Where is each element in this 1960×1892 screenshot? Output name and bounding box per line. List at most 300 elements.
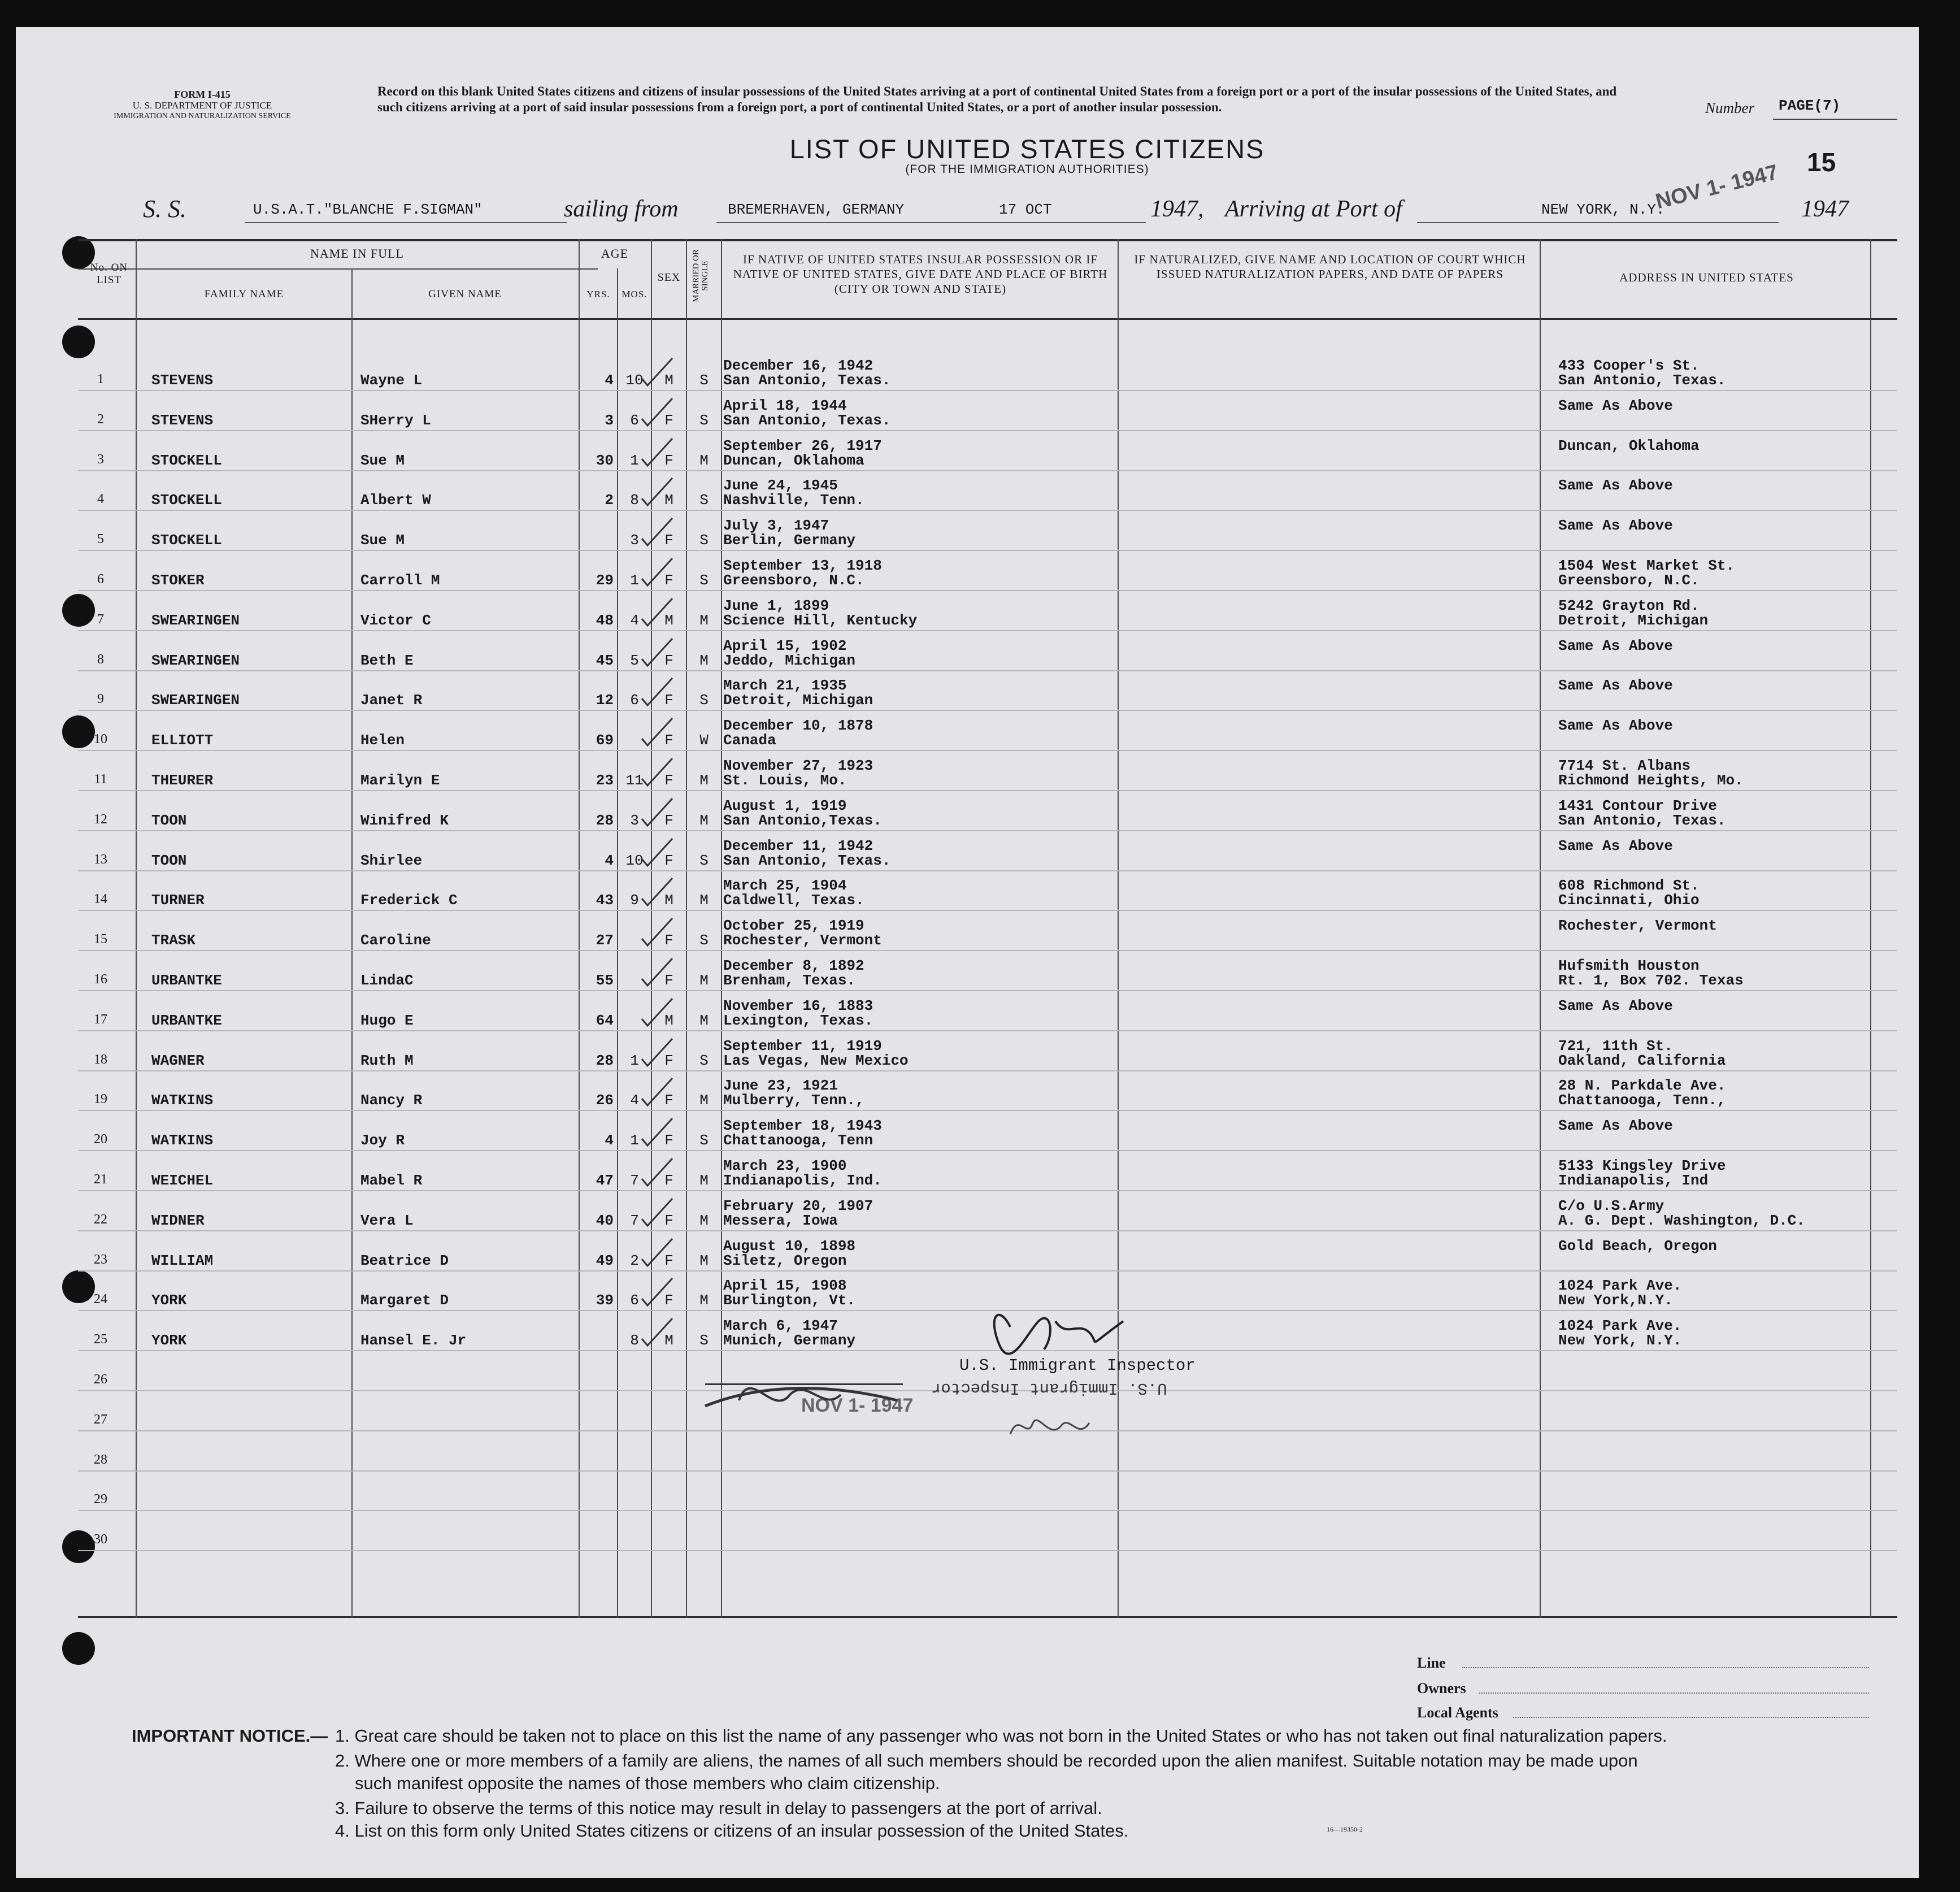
given-name: Caroline (360, 932, 431, 949)
address-line-1: Duncan, Oklahoma (1558, 437, 1700, 454)
birth-date: December 16, 1942 (723, 357, 873, 374)
birth-date: June 24, 1945 (723, 477, 838, 494)
address-line-2: San Antonio, Texas. (1558, 372, 1726, 389)
check-mark (637, 395, 677, 429)
sex: M (664, 492, 673, 509)
check-mark (637, 1035, 677, 1069)
address-line-2: San Antonio, Texas. (1558, 812, 1726, 829)
given-name: Beth E (360, 652, 414, 669)
marital-status: M (699, 812, 709, 829)
line-label: Line (1417, 1655, 1446, 1671)
form-subtitle: (FOR THE IMMIGRATION AUTHORITIES) (905, 163, 1149, 176)
arrival-year: 1947 (1801, 196, 1849, 222)
birth-place: Rochester, Vermont (723, 932, 882, 949)
age-months: 10 (625, 852, 644, 869)
marital-status: M (699, 652, 709, 669)
marital-status: S (699, 1052, 709, 1069)
owners-label: Owners (1417, 1680, 1466, 1696)
sex: F (664, 1172, 673, 1189)
age-years: 55 (596, 972, 614, 989)
given-name: Hansel E. Jr (360, 1332, 467, 1349)
given-name: Mabel R (360, 1172, 423, 1189)
row-number: 16 (94, 972, 107, 987)
check-mark (637, 1235, 677, 1269)
birth-place: Jeddo, Michigan (723, 652, 856, 669)
departure-port: BREMERHAVEN, GERMANY (728, 201, 905, 218)
marital-status: W (699, 732, 709, 749)
check-mark (637, 995, 677, 1029)
row-rule (78, 1510, 1897, 1511)
birth-date: March 25, 1904 (723, 877, 847, 895)
row-rule (78, 390, 1897, 391)
given-name: Winifred K (360, 812, 449, 829)
birth-date: September 11, 1919 (723, 1037, 882, 1055)
notice-item-3: 3. Failure to observe the terms of this notice may result in delay to passengers at the port of arrival. (335, 1798, 1102, 1818)
address-line-1: Same As Above (1558, 677, 1673, 695)
check-mark (637, 355, 677, 389)
row-number: 28 (94, 1452, 107, 1467)
marital-status: M (699, 772, 709, 789)
given-name: Helen (360, 732, 405, 749)
age-years: 12 (596, 692, 614, 709)
col-divider (136, 239, 137, 1618)
marital-status: M (699, 892, 709, 909)
given-name: Hugo E (360, 1012, 414, 1029)
sex: F (664, 1212, 673, 1229)
address-line-1: Hufsmith Houston (1558, 957, 1700, 974)
birth-place: Chattanooga, Tenn (723, 1132, 873, 1149)
family-name: STOCKELL (151, 452, 222, 469)
sex: F (664, 411, 673, 429)
col-divider (686, 239, 687, 1618)
address-line-2: Chattanooga, Tenn., (1558, 1092, 1726, 1109)
marital-status: S (699, 932, 709, 949)
check-mark (637, 1115, 677, 1149)
row-rule (78, 1470, 1897, 1472)
birth-place: Duncan, Oklahoma (723, 452, 864, 469)
birth-date: July 3, 1947 (723, 517, 829, 535)
row-number: 12 (94, 812, 107, 827)
notice-item-1: 1. Great care should be taken not to place on this list the name of any passenger who was not born in the United States or who has not taken out final naturalization papers. (335, 1726, 1667, 1746)
sex: F (664, 1052, 673, 1069)
birth-date: March 21, 1935 (723, 677, 847, 695)
check-mark (637, 875, 677, 909)
marital-status: S (699, 411, 709, 429)
family-name: SWEARINGEN (151, 611, 240, 629)
sex: F (664, 932, 673, 949)
check-mark (637, 795, 677, 829)
family-name: TRASK (151, 932, 196, 949)
row-rule (78, 1190, 1897, 1191)
birth-place: St. Louis, Mo. (723, 772, 847, 789)
birth-date: June 23, 1921 (723, 1077, 838, 1095)
address-line-1: 5133 Kingsley Drive (1558, 1157, 1726, 1174)
row-number: 3 (97, 452, 104, 467)
family-name: TURNER (151, 892, 205, 909)
family-name: STOCKELL (151, 532, 222, 549)
age-years: 48 (596, 611, 614, 629)
marital-status: S (699, 532, 709, 549)
age-years: 45 (596, 652, 614, 669)
age-years: 43 (596, 892, 614, 909)
given-name: Frederick C (360, 892, 458, 909)
address-line-1: Same As Above (1558, 717, 1673, 735)
age-months: 11 (625, 772, 644, 789)
age-years: 39 (596, 1292, 614, 1309)
row-rule (78, 790, 1897, 791)
page-number-underline (1773, 119, 1897, 120)
address-line-1: C/o U.S.Army (1558, 1197, 1665, 1214)
age-months: 10 (625, 372, 644, 389)
inspector-title-inverted: U.S. Immigrant Inspector (931, 1379, 1167, 1398)
family-name: TOON (151, 812, 187, 829)
manifest-page (16, 27, 1919, 1878)
birth-date: November 27, 1923 (723, 757, 873, 774)
row-rule (78, 510, 1897, 511)
arriving-label: Arriving at Port of (1225, 196, 1402, 222)
age-years: 30 (596, 452, 614, 469)
family-name: WIDNER (151, 1212, 205, 1229)
date-stamp: NOV 1- 1947 (1653, 160, 1781, 214)
header-family-name: FAMILY NAME (204, 288, 284, 300)
birth-place: Lexington, Texas. (723, 1012, 873, 1029)
family-name: YORK (151, 1292, 187, 1309)
age-months: 9 (630, 892, 639, 909)
row-rule (78, 830, 1897, 831)
age-years: 4 (605, 852, 614, 869)
row-rule (78, 750, 1897, 751)
marital-status: M (699, 452, 709, 469)
age-months: 1 (630, 572, 639, 589)
row-number: 15 (94, 932, 107, 947)
birth-place: Berlin, Germany (723, 532, 856, 549)
check-mark (637, 475, 677, 509)
family-name: STEVENS (151, 411, 214, 429)
header-sex: SEX (657, 271, 681, 284)
header-given-name: GIVEN NAME (428, 288, 502, 300)
birth-date: December 10, 1878 (723, 717, 873, 735)
address-line-1: 1504 West Market St. (1558, 557, 1735, 574)
ship-name: U.S.A.T."BLANCHE F.SIGMAN" (253, 201, 483, 218)
address-line-1: 721, 11th St. (1558, 1037, 1673, 1055)
header-age: AGE (601, 246, 629, 261)
birth-date: June 1, 1899 (723, 597, 829, 614)
age-months: 7 (630, 1212, 639, 1229)
port-underline (716, 222, 1146, 223)
family-name: STEVENS (151, 372, 214, 389)
row-number: 22 (94, 1212, 107, 1227)
address-line-1: Same As Above (1558, 397, 1673, 414)
age-years: 29 (596, 572, 614, 589)
check-mark (637, 715, 677, 749)
sailing-date: 17 OCT (999, 201, 1052, 218)
sex: F (664, 972, 673, 989)
row-number: 24 (94, 1292, 107, 1307)
age-months: 6 (630, 411, 639, 429)
marital-status: S (699, 572, 709, 589)
birth-place: Greensboro, N.C. (723, 572, 864, 589)
header-yrs: YRS. (586, 289, 610, 300)
birth-date: October 25, 1919 (723, 917, 864, 935)
birth-date: March 6, 1947 (723, 1317, 838, 1335)
table-bottom-rule (78, 1616, 1897, 1618)
birth-place: Siletz, Oregon (723, 1252, 847, 1269)
age-years: 23 (596, 772, 614, 789)
family-name: WEICHEL (151, 1172, 214, 1189)
family-name: WATKINS (151, 1092, 214, 1109)
address-line-1: 1431 Contour Drive (1558, 797, 1717, 814)
check-mark (637, 635, 677, 669)
row-rule (78, 590, 1897, 591)
row-rule (78, 950, 1897, 951)
header-bottom-rule (78, 318, 1897, 320)
age-years: 49 (596, 1252, 614, 1269)
address-line-2: A. G. Dept. Washington, D.C. (1558, 1212, 1805, 1229)
birth-place: San Antonio, Texas. (723, 372, 891, 389)
row-number: 29 (94, 1492, 107, 1507)
col-divider (1540, 239, 1541, 1618)
col-divider (579, 239, 580, 1618)
arrival-port: NEW YORK, N.Y. (1541, 201, 1665, 218)
family-name: SWEARINGEN (151, 692, 240, 709)
check-mark (637, 755, 677, 789)
given-name: Margaret D (360, 1292, 449, 1309)
family-name: SWEARINGEN (151, 652, 240, 669)
form-title: LIST OF UNITED STATES CITIZENS (789, 134, 1265, 164)
sex: F (664, 812, 673, 829)
address-line-1: 1024 Park Ave. (1558, 1277, 1682, 1295)
birth-date: September 13, 1918 (723, 557, 882, 574)
age-years: 26 (596, 1092, 614, 1109)
row-rule (78, 1110, 1897, 1111)
row-rule (78, 470, 1897, 471)
birth-place: Burlington, Vt. (723, 1292, 856, 1309)
given-name: Victor C (360, 611, 431, 629)
sex: F (664, 652, 673, 669)
sex: F (664, 852, 673, 869)
check-mark (637, 1155, 677, 1189)
birth-date: December 11, 1942 (723, 837, 873, 854)
row-rule (78, 670, 1897, 671)
address-line-2: Greensboro, N.C. (1558, 572, 1700, 589)
check-mark (637, 835, 677, 869)
row-number: 19 (94, 1092, 107, 1107)
row-number: 7 (97, 611, 104, 627)
given-name: Nancy R (360, 1092, 423, 1109)
row-rule (78, 990, 1897, 991)
address-line-1: Same As Above (1558, 637, 1673, 654)
birth-date: September 26, 1917 (723, 437, 882, 454)
birth-date: February 20, 1907 (723, 1197, 873, 1214)
row-number: 10 (94, 732, 107, 747)
sex: M (664, 1012, 673, 1029)
bottom-date-stamp: NOV 1- 1947 (801, 1395, 914, 1416)
row-number: 8 (97, 652, 104, 667)
age-months: 6 (630, 692, 639, 709)
row-rule (78, 1270, 1897, 1272)
row-rule (78, 630, 1897, 631)
header-naturalized: IF NATURALIZED, GIVE NAME AND LOCATION OF COURT WHICH ISSUED NATURALIZATION PAPERS, AND DATE OF PAPERS (1134, 253, 1526, 281)
birth-place: Detroit, Michigan (723, 692, 873, 709)
given-name: Sue M (360, 532, 405, 549)
row-number: 30 (94, 1532, 107, 1547)
family-name: STOKER (151, 572, 205, 589)
given-name: Joy R (360, 1132, 405, 1149)
address-line-1: Same As Above (1558, 837, 1673, 854)
address-line-1: Gold Beach, Oregon (1558, 1237, 1717, 1255)
age-years: 4 (605, 372, 614, 389)
row-number: 23 (94, 1252, 107, 1267)
age-years: 27 (596, 932, 614, 949)
given-name: LindaC (360, 972, 414, 989)
row-number: 21 (94, 1172, 107, 1187)
address-line-1: Same As Above (1558, 1117, 1673, 1135)
birth-place: Brenham, Texas. (723, 972, 856, 989)
check-mark (637, 915, 677, 949)
row-number: 25 (94, 1332, 107, 1347)
page-number: PAGE(7) (1779, 97, 1841, 114)
family-name: THEURER (151, 772, 214, 789)
birth-place: San Antonio, Texas. (723, 852, 891, 869)
sex: F (664, 452, 673, 469)
header-birth: IF NATIVE OF UNITED STATES INSULAR POSSESSION OR IF NATIVE OF UNITED STATES, GIVE DATE AND PLACE OF BIRTH (CITY OR TOWN AND STATE) (733, 253, 1108, 296)
birth-place: Munich, Germany (723, 1332, 856, 1349)
arrival-underline (1417, 222, 1779, 223)
instruction-text: Record on this blank United States citizens and citizens of insular possessions of the United States arriving at a port of continental United States from a foreign port or a port of the insular possessions of the United States, and such citizens arriving at a port of said insular possessions from a foreign port, a port of continental United States, or a port of another insular possession. (377, 84, 1617, 114)
marital-status: M (699, 611, 709, 629)
address-line-2: Detroit, Michigan (1558, 611, 1709, 629)
age-months: 4 (630, 1092, 639, 1109)
birth-place: San Antonio, Texas. (723, 411, 891, 429)
age-years: 47 (596, 1172, 614, 1189)
age-years: 3 (605, 411, 614, 429)
age-months: 1 (630, 452, 639, 469)
check-mark (637, 515, 677, 549)
row-number: 18 (94, 1052, 107, 1067)
address-line-1: 28 N. Parkdale Ave. (1558, 1077, 1726, 1095)
check-mark (637, 435, 677, 469)
given-name: Carroll M (360, 572, 440, 589)
address-line-2: New York, N.Y. (1558, 1332, 1682, 1349)
family-name: YORK (151, 1332, 187, 1349)
marital-status: S (699, 372, 709, 389)
birth-place: Mulberry, Tenn., (723, 1092, 864, 1109)
row-rule (78, 1150, 1897, 1151)
age-years: 28 (596, 812, 614, 829)
age-months: 7 (630, 1172, 639, 1189)
marital-status: S (699, 1132, 709, 1149)
sex: M (664, 1332, 673, 1349)
given-name: Albert W (360, 492, 431, 509)
row-number: 1 (97, 372, 104, 387)
sex: M (664, 372, 673, 389)
row-number: 6 (97, 572, 104, 587)
inspector-title: U.S. Immigrant Inspector (959, 1356, 1196, 1375)
number-label: Number (1705, 99, 1754, 116)
marital-status: M (699, 1172, 709, 1189)
age-months: 4 (630, 611, 639, 629)
sex: M (664, 892, 673, 909)
marital-status: S (699, 692, 709, 709)
given-name: Janet R (360, 692, 423, 709)
sheet-number: 15 (1807, 147, 1836, 177)
address-line-1: Same As Above (1558, 517, 1673, 535)
age-years: 69 (596, 732, 614, 749)
address-line-1: 608 Richmond St. (1558, 877, 1700, 895)
row-number: 26 (94, 1372, 107, 1387)
address-line-2: New York,N.Y. (1558, 1292, 1673, 1309)
family-name: URBANTKE (151, 972, 222, 989)
sex: F (664, 732, 673, 749)
age-months: 5 (630, 652, 639, 669)
given-name: Ruth M (360, 1052, 414, 1069)
marital-status: M (699, 1292, 709, 1309)
header-married-single: MARRIED OR SINGLE (692, 249, 710, 302)
header-no-on-list: No. ON LIST (90, 262, 128, 286)
check-mark (637, 675, 677, 709)
address-line-1: 5242 Grayton Rd. (1558, 597, 1700, 614)
sex: F (664, 1252, 673, 1269)
age-months: 2 (630, 1252, 639, 1269)
check-mark (637, 555, 677, 589)
address-line-1: 433 Cooper's St. (1558, 357, 1700, 374)
marital-status: M (699, 1252, 709, 1269)
row-number: 13 (94, 852, 107, 867)
row-rule (78, 550, 1897, 551)
given-name: Beatrice D (360, 1252, 449, 1269)
birth-place: Nashville, Tenn. (723, 492, 864, 509)
sex: F (664, 1132, 673, 1149)
row-rule (78, 910, 1897, 911)
row-number: 2 (97, 411, 104, 427)
sex: F (664, 1292, 673, 1309)
birth-date: March 23, 1900 (723, 1157, 847, 1174)
row-number: 5 (97, 532, 104, 547)
marital-status: M (699, 1092, 709, 1109)
row-rule (78, 710, 1897, 711)
address-line-2: Indianapolis, Ind (1558, 1172, 1709, 1189)
header-mos: MOS. (622, 289, 647, 300)
birth-date: April 15, 1908 (723, 1277, 847, 1295)
owners-field (1479, 1693, 1869, 1694)
family-name: URBANTKE (151, 1012, 222, 1029)
family-name: TOON (151, 852, 187, 869)
address-line-2: Rt. 1, Box 702. Texas (1558, 972, 1744, 989)
given-name: Marilyn E (360, 772, 440, 789)
ship-underline (245, 222, 567, 223)
given-name: Sue M (360, 452, 405, 469)
marital-status: M (699, 972, 709, 989)
row-rule (78, 1550, 1897, 1551)
given-name: SHerry L (360, 411, 431, 429)
age-years: 40 (596, 1212, 614, 1229)
punch-hole (62, 326, 95, 358)
row-number: 9 (97, 692, 104, 707)
name-age-subrule (78, 268, 598, 270)
row-number: 27 (94, 1412, 107, 1427)
age-months: 1 (630, 1052, 639, 1069)
notice-item-2-cont: such manifest opposite the names of those members who claim citizenship. (355, 1773, 940, 1793)
row-number: 11 (94, 772, 107, 787)
sex: F (664, 1092, 673, 1109)
notice-heading: IMPORTANT NOTICE.— (132, 1726, 328, 1746)
birth-date: August 10, 1898 (723, 1237, 856, 1255)
family-name: STOCKELL (151, 492, 222, 509)
birth-date: April 15, 1902 (723, 637, 847, 654)
line-field (1462, 1667, 1869, 1668)
row-number: 20 (94, 1132, 107, 1147)
row-number: 4 (97, 492, 104, 507)
